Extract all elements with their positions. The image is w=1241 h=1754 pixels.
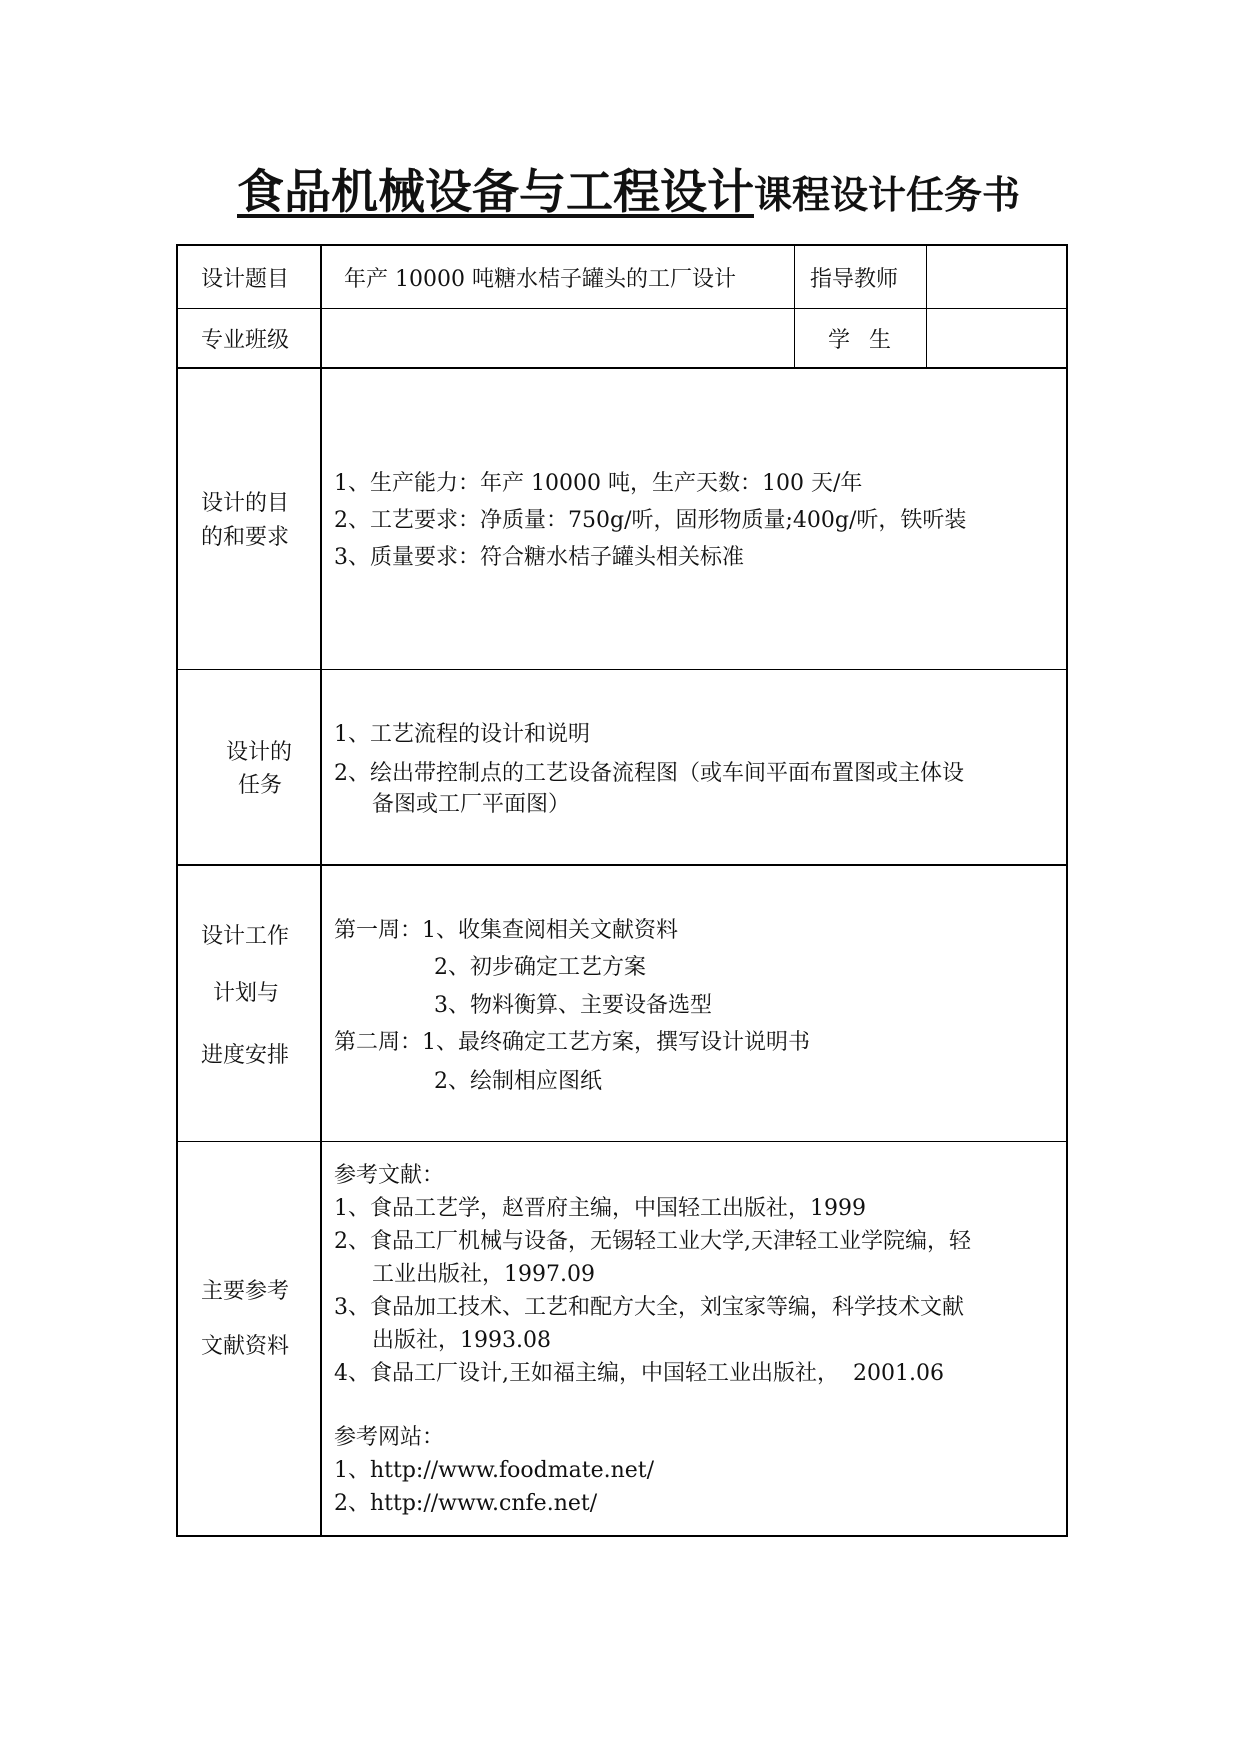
plan-label: 设计工作 — [201, 924, 290, 949]
ref-item: 工业出版社，1997.09 — [372, 1262, 595, 1287]
web-link[interactable]: 1、http://www.foodmate.net/ — [334, 1458, 655, 1483]
web-heading: 参考网站： — [334, 1425, 445, 1450]
ref-item: 2、食品工厂机械与设备，无锡轻工业大学,天津轻工业学院编，轻 — [334, 1229, 971, 1254]
topic-label: 设计题目 — [201, 267, 290, 292]
column-divider — [794, 244, 795, 368]
student-label: 学 生 — [828, 328, 897, 353]
ref-item: 出版社，1993.08 — [372, 1328, 551, 1353]
ref-item: 3、食品加工技术、工艺和配方大全，刘宝家等编，科学技术文献 — [334, 1295, 964, 1320]
plan-item: 3、物料衡算、主要设备选型 — [434, 993, 712, 1018]
purpose-item: 3、质量要求：符合糖水桔子罐头相关标准 — [334, 545, 744, 570]
tasks-label: 设计的 — [226, 740, 293, 765]
purpose-item: 1、生产能力：年产 10000 吨，生产天数：100 天/年 — [334, 471, 863, 496]
plan-item: 2、绘制相应图纸 — [434, 1069, 602, 1094]
plan-item: 第二周：1、最终确定工艺方案，撰写设计说明书 — [334, 1030, 810, 1055]
task-item: 1、工艺流程的设计和说明 — [334, 722, 590, 747]
ref-item: 4、食品工厂设计,王如福主编，中国轻工业出版社， 2001.06 — [334, 1361, 944, 1386]
refs-label: 主要参考 — [201, 1279, 290, 1304]
column-divider — [320, 244, 322, 1537]
table-border — [176, 244, 178, 1537]
table-border — [177, 1535, 1067, 1537]
row-divider — [177, 367, 1067, 369]
tasks-label: 任务 — [238, 773, 283, 798]
topic-value: 年产 10000 吨糖水桔子罐头的工厂设计 — [344, 267, 736, 292]
task-item: 备图或工厂平面图） — [372, 792, 571, 817]
web-link[interactable]: 2、http://www.cnfe.net/ — [334, 1491, 598, 1516]
refs-heading: 参考文献： — [334, 1163, 445, 1188]
table-border — [1066, 244, 1068, 1537]
purpose-label: 设计的目 — [201, 491, 290, 516]
advisor-label: 指导教师 — [810, 267, 899, 292]
row-divider — [177, 864, 1067, 866]
table-border — [177, 244, 1067, 246]
row-divider — [177, 1141, 1067, 1142]
column-divider — [926, 244, 927, 368]
plan-label: 进度安排 — [201, 1043, 290, 1068]
row-divider — [177, 308, 1067, 309]
title-suffix: 课程设计任务书 — [754, 173, 1021, 217]
purpose-item: 2、工艺要求：净质量：750g/听，固形物质量;400g/听，铁听装 — [334, 508, 967, 533]
task-item: 2、绘出带控制点的工艺设备流程图（或车间平面布置图或主体设 — [334, 761, 964, 786]
row-divider — [177, 669, 1067, 670]
document-title — [237, 155, 1020, 222]
plan-item: 2、初步确定工艺方案 — [434, 955, 646, 980]
refs-label: 文献资料 — [201, 1334, 290, 1359]
plan-label: 计划与 — [213, 981, 280, 1006]
plan-item: 第一周：1、收集查阅相关文献资料 — [334, 918, 678, 943]
title-main: 食品机械设备与工程设计 — [237, 165, 754, 220]
class-label: 专业班级 — [201, 328, 290, 353]
purpose-label: 的和要求 — [201, 525, 290, 550]
ref-item: 1、食品工艺学，赵晋府主编，中国轻工出版社，1999 — [334, 1196, 866, 1221]
